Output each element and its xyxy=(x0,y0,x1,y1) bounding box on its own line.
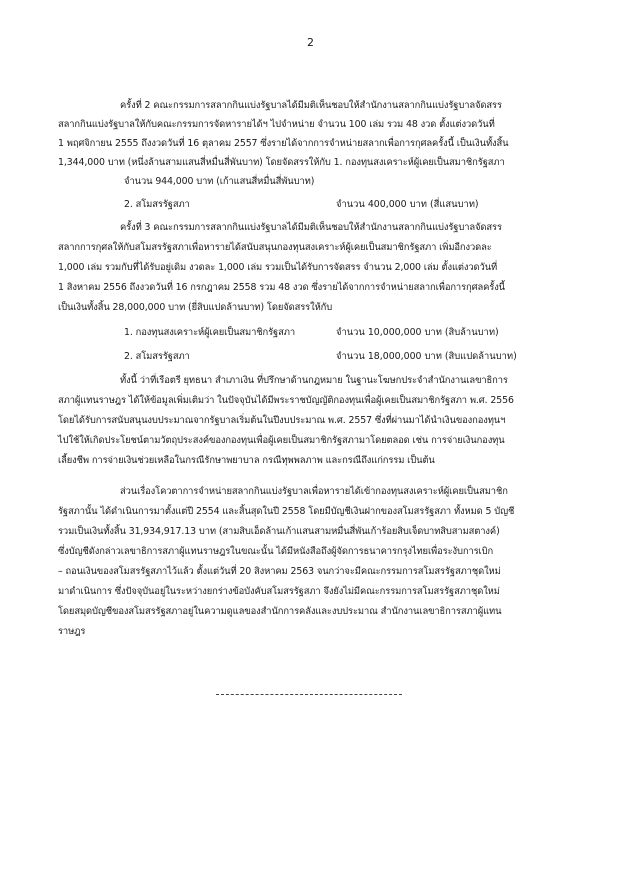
allocation-item-label: 1. กองทุนสงเคราะห์ผู้เคยเป็นสมาชิกรัฐสภา xyxy=(124,327,295,338)
text-line: สภาผู้แทนราษฎร ได้ให้ข้อมูลเพิ่มเติมว่า ในปัจจุบันได้มีพระราชบัญญัติกองทุนเพื่อผู้เคยเป็นสมาชิกรัฐสภา พ.ศ. 2556 xyxy=(58,395,514,406)
text-line: 1 พฤศจิกายน 2555 ถึงงวดวันที่ 16 ตุลาคม 2557 ซึ่งรายได้จากการจำหน่ายสลากเพื่อการกุศลครั้งนี้ เป็นเงินทั้งสิ้น xyxy=(58,138,509,149)
allocation-item-label: 2. สโมสรรัฐสภา xyxy=(124,351,190,362)
text-line: 1 สิงหาคม 2556 ถึงงวดวันที่ 16 กรกฎาคม 2558 รวม 48 งวด ซึ่งรายได้จากการจำหน่ายสลากเพื่อการกุศลครั้งนี้ xyxy=(58,282,505,293)
text-line: เลี้ยงชีพ การจ่ายเงินช่วยเหลือในกรณีรักษาพยาบาล กรณีทุพพลภาพ และกรณีถึงแก่กรรม เป็นต้น xyxy=(58,455,435,466)
text-line: จำนวน 944,000 บาท (เก้าแสนสี่หมื่นสี่พันบาท) xyxy=(124,176,315,187)
allocation-item-label: 2. สโมสรรัฐสภา xyxy=(124,199,190,210)
text-line: ไปใช้ให้เกิดประโยชน์ตามวัตถุประสงค์ของกองทุนเพื่อผู้เคยเป็นสมาชิกรัฐสภามาโดยตลอด เช่น การจ่ายเงินกองทุน xyxy=(58,435,505,446)
page-number: 2 xyxy=(307,36,314,49)
text-line: ครั้งที่ 2 คณะกรรมการสลากกินแบ่งรัฐบาลได้มีมติเห็นชอบให้สำนักงานสลากกินแบ่งรัฐบาลจัดสรร xyxy=(120,100,502,111)
text-line: ทั้งนี้ ว่าที่เรือตรี ยุทธนา สำเภาเงิน ที่ปรึกษาด้านกฎหมาย ในฐานะโฆษกประจำสำนักงานเลขาธิการ xyxy=(120,375,508,386)
text-line: 1,344,000 บาท (หนึ่งล้านสามแสนสี่หมื่นสี่พันบาท) โดยจัดสรรให้กับ 1. กองทุนสงเคราะห์ผู้เคยเป็นสมาชิกรัฐสภา xyxy=(58,157,505,168)
allocation-item-amount: จำนวน 10,000,000 บาท (สิบล้านบาท) xyxy=(336,327,499,338)
text-line: โดยได้รับการสนับสนุนงบประมาณจากรัฐบาลเริ่มต้นในปีงบประมาณ พ.ศ. 2557 ซึ่งที่ผ่านมาได้นำเงินของกองทุนฯ xyxy=(58,415,506,426)
text-line: – ถอนเงินของสโมสรรัฐสภาไว้แล้ว ตั้งแต่วันที่ 20 สิงหาคม 2563 จนกว่าจะมีคณะกรรมการสโมสรรัฐสภาชุดใหม่ xyxy=(58,566,501,577)
text-line: ซึ่งบัญชีดังกล่าวเลขาธิการสภาผู้แทนราษฎรในขณะนั้น ได้มีหนังสือถึงผู้จัดการธนาคารกรุงไทยเพื่อระงับการเบิก xyxy=(58,546,494,557)
text-line: สลากกินแบ่งรัฐบาลให้กับคณะกรรมการจัดหารายได้ฯ ไปจำหน่าย จำนวน 100 เล่ม รวม 48 งวด ตั้งแต่งวดวันที่ xyxy=(58,119,495,130)
allocation-item-amount: จำนวน 400,000 บาท (สี่แสนบาท) xyxy=(336,199,479,210)
text-line: มาดำเนินการ ซึ่งปัจจุบันอยู่ในระหว่างยกร่างข้อบังคับสโมสรรัฐสภา จึงยังไม่มีคณะกรรมการสโมสรรัฐสภาชุดใหม่ xyxy=(58,586,500,597)
text-line: 1,000 เล่ม รวมกับที่ได้รับอยู่เดิม งวดละ 1,000 เล่ม รวมเป็นได้รับการจัดสรร จำนวน 2,000 เล่ม ตั้งแต่งวดวันที่ xyxy=(58,262,498,273)
text-line: ครั้งที่ 3 คณะกรรมการสลากกินแบ่งรัฐบาลได้มีมติเห็นชอบให้สำนักงานสลากกินแบ่งรัฐบาลจัดสรร xyxy=(120,222,502,233)
text-line: รวมเป็นเงินทั้งสิ้น 31,934,917.13 บาท (สามสิบเอ็ดล้านเก้าแสนสามหมื่นสี่พันเก้าร้อยสิบเจ็ดบาทสิบสามสตางค์) xyxy=(58,526,500,537)
end-of-document-divider xyxy=(216,694,402,695)
text-line: รัฐสภานั้น ได้ดำเนินการมาตั้งแต่ปี 2554 และสิ้นสุดในปี 2558 โดยมีบัญชีเงินฝากของสโมสรรัฐสภา ทั้งหมด 5 บัญชี xyxy=(58,506,515,517)
text-line: โดยสมุดบัญชีของสโมสรรัฐสภาอยู่ในความดูแลของสำนักการคลังและงบประมาณ สำนักงานเลขาธิการสภาผู้แทน xyxy=(58,606,502,617)
text-line: ส่วนเรื่องโควตาการจำหน่ายสลากกินแบ่งรัฐบาลเพื่อหารายได้เข้ากองทุนสงเคราะห์ผู้เคยเป็นสมาชิก xyxy=(120,486,508,497)
text-line: ราษฎร xyxy=(58,626,86,637)
allocation-item-amount: จำนวน 18,000,000 บาท (สิบแปดล้านบาท) xyxy=(336,351,517,362)
text-line: เป็นเงินทั้งสิ้น 28,000,000 บาท (ยี่สิบแปดล้านบาท) โดยจัดสรรให้กับ xyxy=(58,302,333,313)
text-line: สลากการกุศลให้กับสโมสรรัฐสภาเพื่อหารายได้สนับสนุนกองทุนสงเคราะห์ผู้เคยเป็นสมาชิกรัฐสภา เพิ่มอีกงวดละ xyxy=(58,242,492,253)
